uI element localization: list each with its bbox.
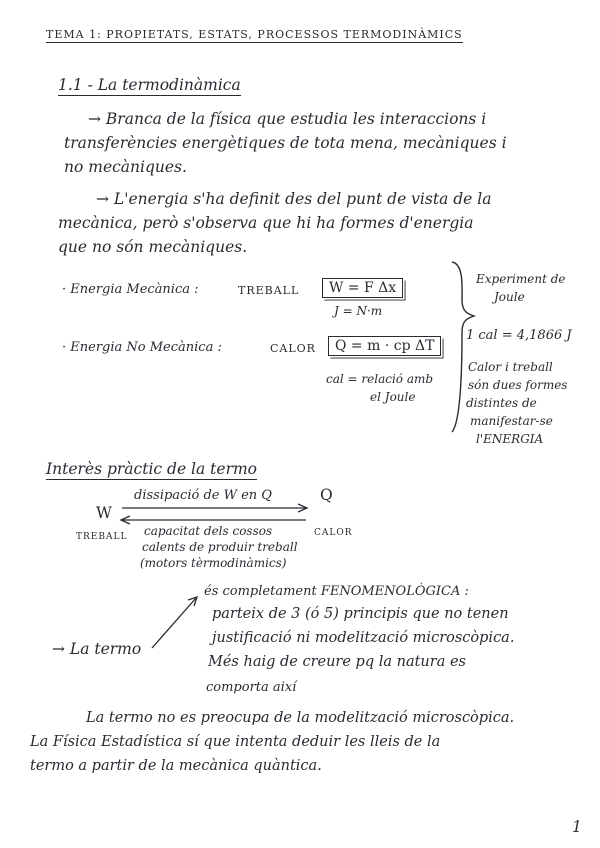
- side-note-line: distintes de: [466, 396, 537, 410]
- principis-line: Més haig de creure pq la natura es: [208, 654, 466, 670]
- side-note-line: Experiment de: [476, 272, 566, 286]
- principis-line: comporta així: [206, 680, 297, 695]
- paragraph-line: → L'energia s'ha definit des del punt de vista de la: [96, 190, 492, 208]
- cal-note-line: el Joule: [370, 390, 416, 404]
- bottom-arrow-label: (motors tèrmodinàmics): [140, 556, 287, 570]
- paragraph-line: transferències energètiques de tota mena, mecàniques i: [64, 134, 507, 152]
- w-symbol: W: [96, 504, 112, 522]
- top-arrow-label: dissipació de W en Q: [134, 488, 272, 503]
- formula-treball: W = F Δx: [322, 278, 403, 298]
- la-termo-label: → La termo: [52, 640, 142, 658]
- page-number: 1: [572, 818, 582, 836]
- cal-note-line: cal = relació amb: [326, 372, 434, 386]
- energia-no-mecanica-label: · Energia No Mecànica :: [62, 340, 222, 355]
- side-note-line: Joule: [494, 290, 525, 304]
- closing-line: La termo no es preocupa de la modelització microscòpica.: [86, 710, 515, 726]
- paragraph-line: que no són mecàniques.: [58, 238, 248, 256]
- unit-joule: J = N·m: [334, 304, 383, 318]
- energia-mecanica-label: · Energia Mecànica :: [62, 282, 199, 297]
- side-note-line: són dues formes: [468, 378, 568, 392]
- paragraph-line: no mecàniques.: [64, 158, 187, 176]
- principis-line: justificació ni modelització microscòpica.: [212, 630, 515, 646]
- paragraph-line: mecànica, però s'observa que hi ha formes d'energia: [58, 214, 474, 232]
- calor-label: CALOR: [270, 342, 316, 355]
- treball-label: TREBALL: [238, 284, 300, 297]
- side-note-line: 1 cal = 4,1866 J: [466, 328, 572, 343]
- closing-line: termo a partir de la mecànica quàntica.: [30, 758, 322, 774]
- side-note-line: manifestar-se: [470, 414, 553, 428]
- q-symbol: Q: [320, 486, 333, 504]
- treball-caption: TREBALL: [76, 532, 128, 542]
- paragraph-line: → Branca de la física que estudia les interaccions i: [88, 110, 487, 128]
- side-note-line: l'ENERGIA: [476, 432, 544, 446]
- calor-caption: CALOR: [314, 528, 353, 538]
- side-note-line: Calor i treball: [468, 360, 553, 374]
- bottom-arrow-label: calents de produir treball: [142, 540, 298, 554]
- fenomenologica-line: és completament FENOMENOLÒGICA :: [204, 584, 469, 599]
- formula-calor: Q = m · cp ΔT: [328, 336, 441, 356]
- closing-line: La Física Estadística sí que intenta deduir les lleis de la: [30, 734, 441, 750]
- page-title: TEMA 1: PROPIETATS, ESTATS, PROCESSOS TERMODINÀMICS: [46, 28, 463, 41]
- principis-line: parteix de 3 (ó 5) principis que no tenen: [212, 606, 509, 622]
- section-heading-termodinamica: 1.1 - La termodinàmica: [58, 76, 241, 94]
- section-heading-interes: Interès pràctic de la termo: [46, 460, 258, 478]
- bottom-arrow-label: capacitat dels cossos: [144, 524, 273, 538]
